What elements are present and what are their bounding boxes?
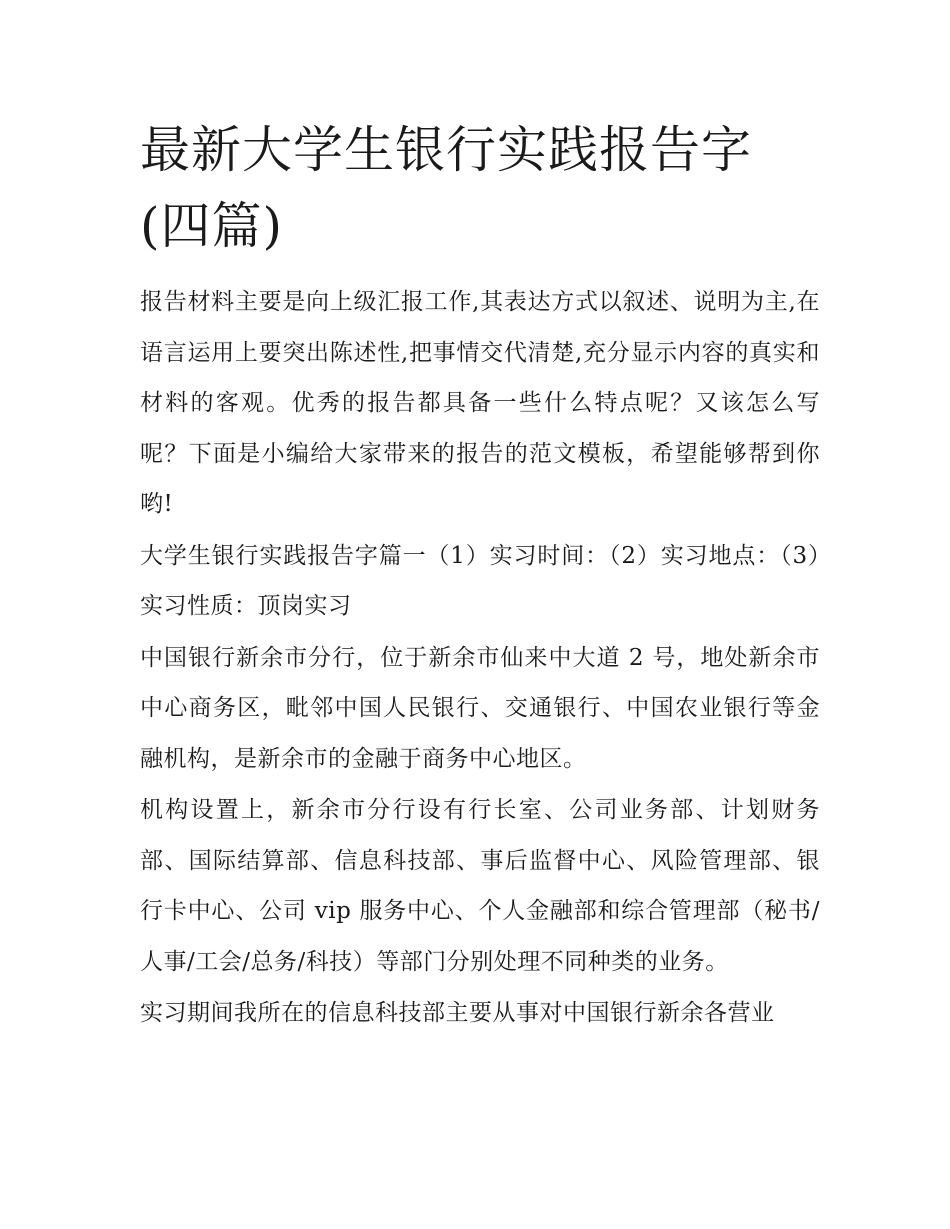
internship-info-paragraph: 大学生银行实践报告字篇一（1）实习时间：（2）实习地点：（3）实习性质：顶岗实习 bbox=[140, 542, 820, 619]
bank-location-paragraph: 中国银行新余市分行，位于新余市仙来中大道 2 号，地处新余市中心商务区，毗邻中国人民银行、交通银行、中国农业银行等金融机构，是新余市的金融于商务中心地区。 bbox=[140, 644, 820, 772]
organization-paragraph: 机构设置上，新余市分行设有行长室、公司业务部、计划财务部、国际结算部、信息科技部、事后监督中心、风险管理部、银行卡中心、公司 vip 服务中心、个人金融部和综合管理部（秘书/人事/工会/总务/科技）等部门分别处理不同种类的业务。 bbox=[140, 797, 820, 975]
document-title: 最新大学生银行实践报告字(四篇) bbox=[140, 121, 752, 255]
document-body bbox=[140, 277, 820, 1040]
intro-paragraph: 报告材料主要是向上级汇报工作,其表达方式以叙述、说明为主,在语言运用上要突出陈述性,把事情交代清楚,充分显示内容的真实和材料的客观。优秀的报告都具备一些什么特点呢？又该怎么写呢？下面是小编给大家带来的报告的范文模板，希望能够帮到你哟! bbox=[140, 289, 820, 517]
internship-department-paragraph: 实习期间我所在的信息科技部主要从事对中国银行新余各营业 bbox=[140, 1000, 775, 1026]
